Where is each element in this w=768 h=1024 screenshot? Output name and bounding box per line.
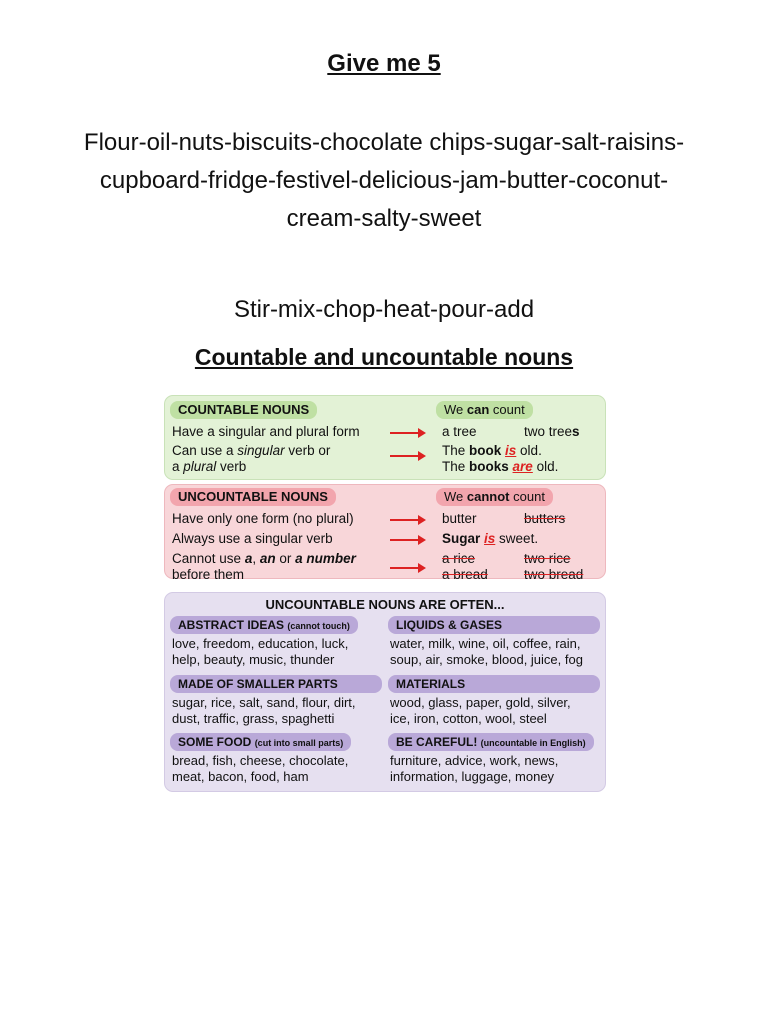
category-examples: bread, fish, cheese, chocolate, meat, bacon, food, ham	[172, 753, 349, 784]
uncountable-example-2: Sugar is sweet.	[442, 531, 539, 546]
page-title: Give me 5	[327, 50, 441, 77]
uncountable-example-3b: two rice	[524, 551, 571, 566]
category-label: SOME FOOD (cut into small parts)	[170, 733, 351, 751]
uncountable-example-1b: butters	[524, 511, 566, 526]
uncountable-heading: UNCOUNTABLE NOUNS	[170, 488, 336, 506]
countable-rule-2b: a plural verb	[172, 459, 247, 474]
category-label: MATERIALS	[388, 675, 600, 693]
category-examples: water, milk, wine, oil, coffee, rain, soup, air, smoke, blood, juice, fog	[390, 636, 583, 667]
vocab-line: cupboard-fridge-festivel-delicious-jam-butter-coconut-	[99, 167, 669, 194]
uncountable-example-3c: a bread	[442, 567, 488, 582]
often-heading: UNCOUNTABLE NOUNS ARE OFTEN...	[265, 597, 505, 612]
section-title: Countable and uncountable nouns	[194, 344, 574, 370]
category-label: BE CAREFUL! (uncountable in English)	[388, 733, 594, 751]
arrow-icon	[390, 535, 426, 545]
arrow-icon	[390, 515, 426, 525]
uncountable-tag: We cannot count	[436, 488, 553, 506]
countable-tag: We can count	[436, 401, 533, 419]
category-label: MADE OF SMALLER PARTS	[170, 675, 382, 693]
uncountable-rule-1: Have only one form (no plural)	[172, 511, 354, 526]
arrow-icon	[390, 428, 426, 438]
uncountable-example-1a: butter	[442, 511, 477, 526]
category-examples: sugar, rice, salt, sand, flour, dirt, dust, traffic, grass, spaghetti	[172, 695, 356, 726]
countable-heading: COUNTABLE NOUNS	[170, 401, 317, 419]
verbs-list: Stir-mix-chop-heat-pour-add	[233, 296, 535, 323]
arrow-icon	[390, 563, 426, 573]
countable-example-1a: a tree	[442, 424, 477, 439]
arrow-icon	[390, 451, 426, 461]
category-examples: love, freedom, education, luck, help, beauty, music, thunder	[172, 636, 349, 667]
countable-rule-1: Have a singular and plural form	[172, 424, 360, 439]
vocabulary-list	[40, 124, 728, 238]
category-label: LIQUIDS & GASES	[388, 616, 600, 634]
countable-example-1b: two trees	[524, 424, 580, 439]
grammar-chart	[164, 393, 606, 793]
countable-example-2a: The book is old.	[442, 443, 542, 458]
uncountable-rule-2: Always use a singular verb	[172, 531, 333, 546]
vocab-line: cream-salty-sweet	[286, 205, 482, 232]
category-examples: furniture, advice, work, news, information, luggage, money	[390, 753, 559, 784]
uncountable-example-3d: two bread	[524, 567, 584, 582]
uncountable-rule-3a: Cannot use a, an or a number	[172, 551, 356, 566]
uncountable-example-3a: a rice	[442, 551, 476, 566]
category-label: ABSTRACT IDEAS (cannot touch)	[170, 616, 358, 634]
uncountable-rule-3b: before them	[172, 567, 245, 582]
countable-example-2b: The books are old.	[442, 459, 559, 474]
countable-rule-2a: Can use a singular verb or	[172, 443, 331, 458]
vocab-line: Flour-oil-nuts-biscuits-chocolate chips-sugar-salt-raisins-	[83, 129, 685, 156]
category-examples: wood, glass, paper, gold, silver, ice, iron, cotton, wool, steel	[390, 695, 571, 726]
